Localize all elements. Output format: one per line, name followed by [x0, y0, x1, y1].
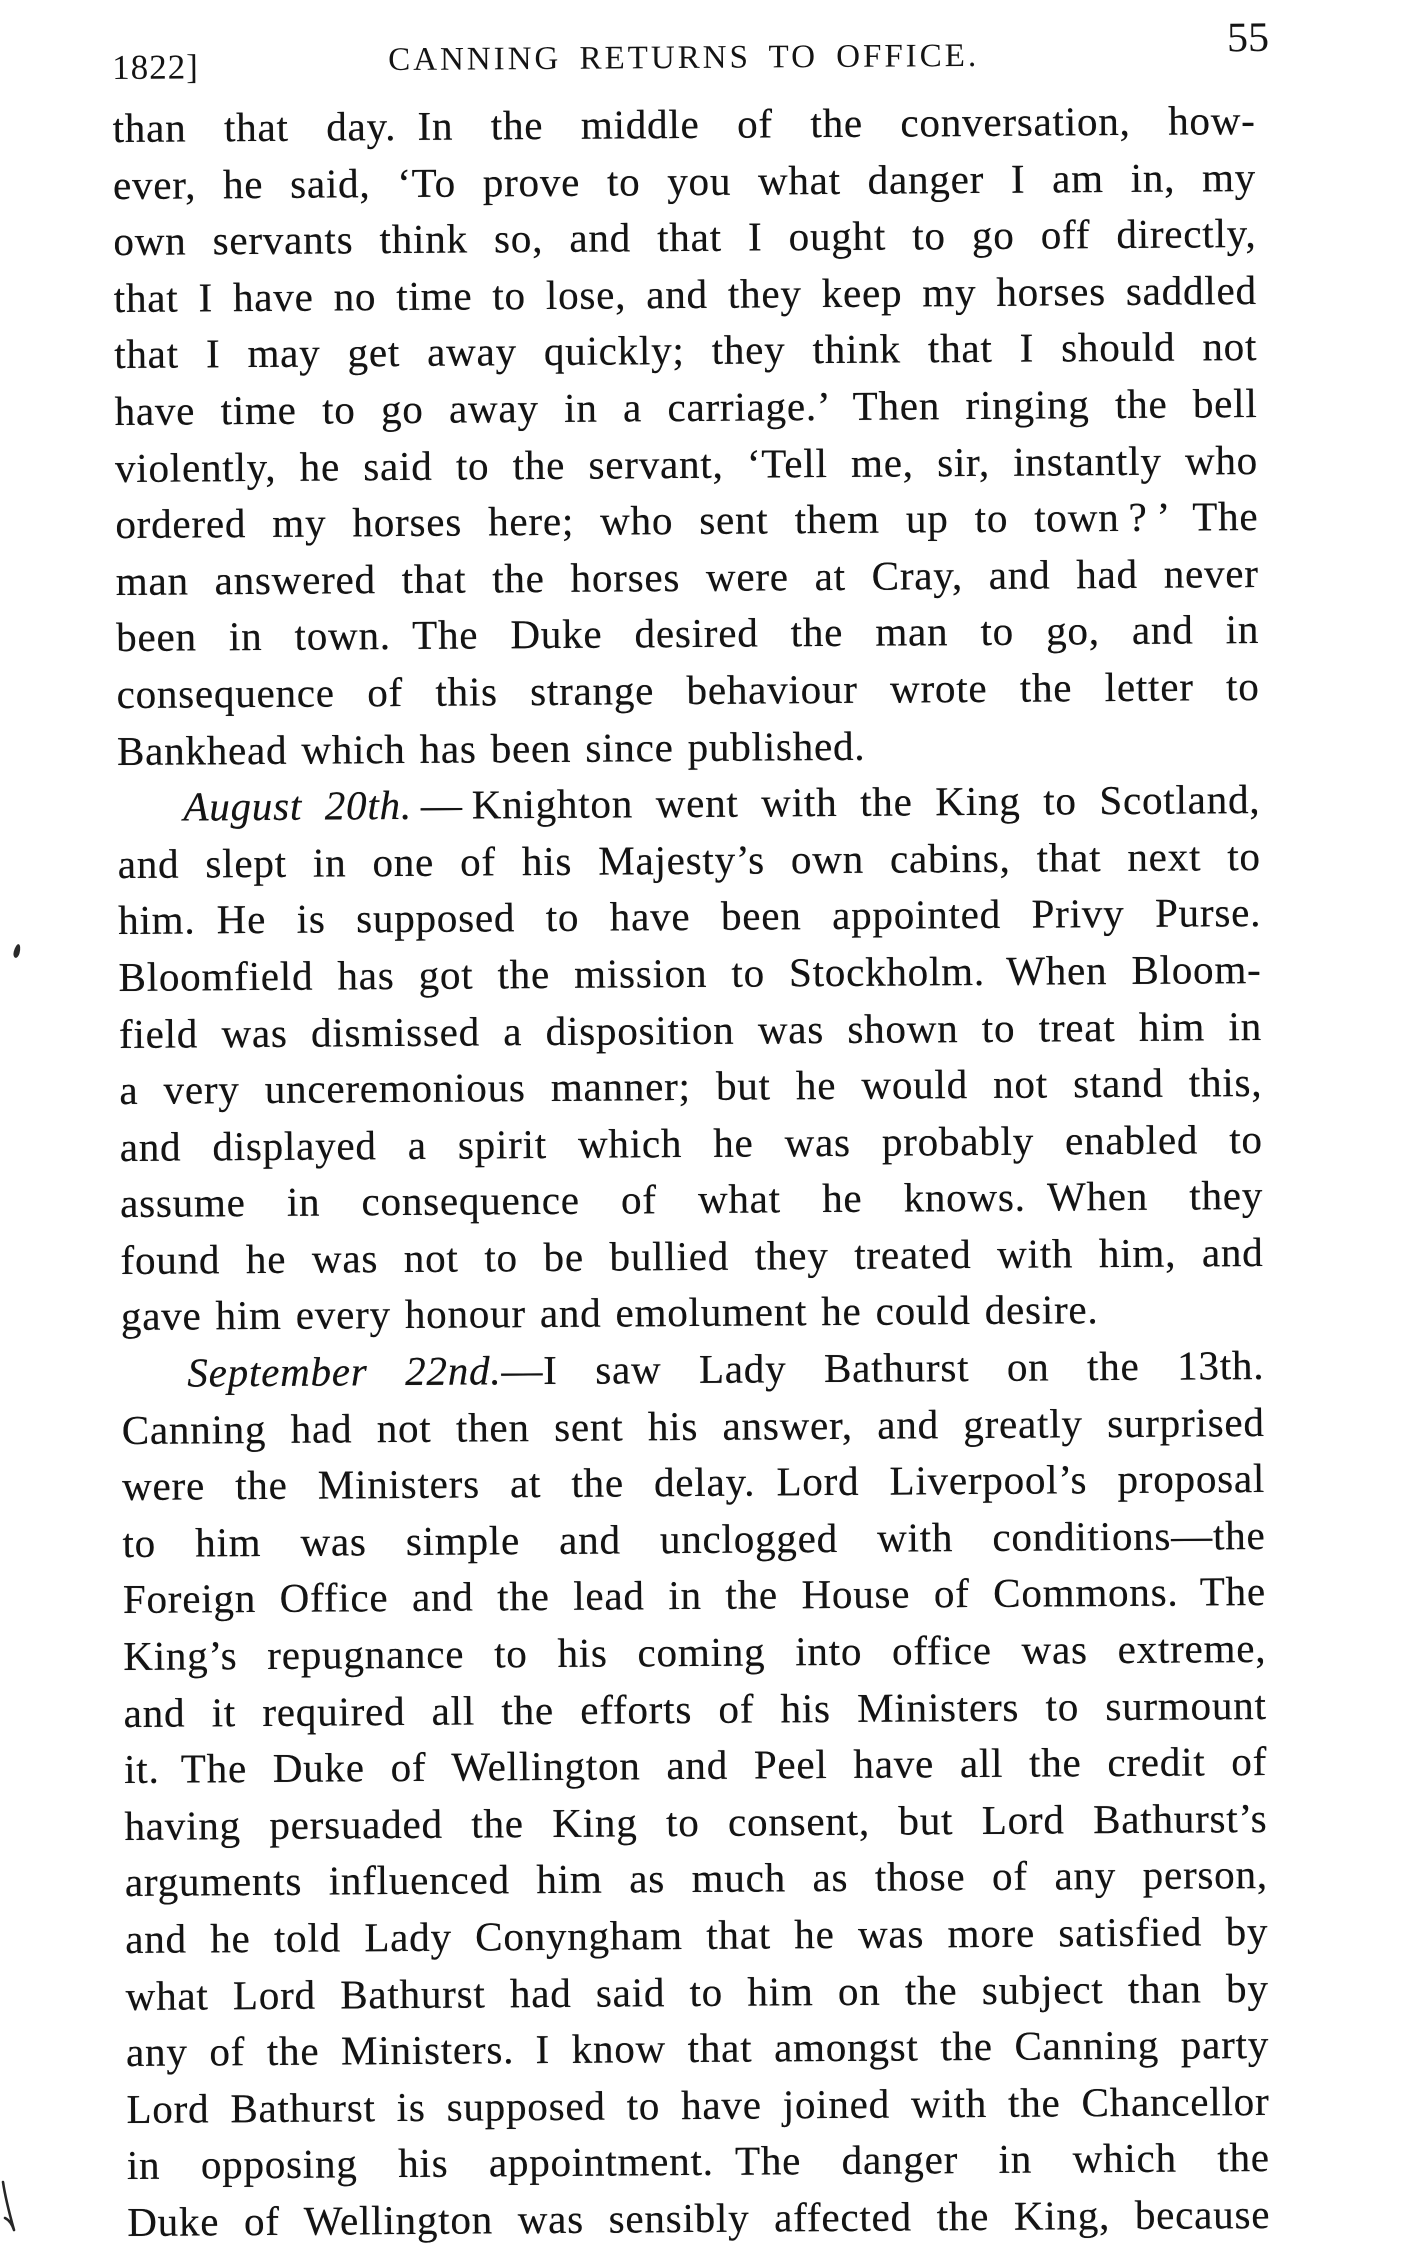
paragraph — [112, 92, 1260, 779]
bottom-left-pen-stroke — [0, 2178, 18, 2238]
page-body — [112, 92, 1270, 2245]
text-line: and slept in one of his Majesty’s own cabins, that next to — [117, 832, 1261, 887]
text-line: violently, he said to the servant, ‘Tell me, sir, instantly who — [114, 436, 1259, 491]
paragraph — [117, 771, 1264, 1345]
text-line: assume in consequence of what he knows. When they — [119, 1172, 1264, 1227]
text-line: to him was simple and unclogged with conditions—the — [122, 1511, 1266, 1566]
text-line: King’s repugnance to his coming into office was extreme, — [123, 1625, 1267, 1679]
text-line: Bankhead which has been since published. — [116, 722, 866, 774]
text-line: Lord Bathurst is supposed to have joined with the Chancellor — [126, 2077, 1270, 2132]
text-line: September 22nd.—I saw Lady Bathurst on the 13th. — [187, 1342, 1265, 1396]
text-line: that I may get away quickly; they think that I should not — [114, 323, 1258, 378]
running-title: CANNING RETURNS TO OFFICE. — [388, 37, 980, 79]
text-line: and displayed a spirit which he was probably enabled to — [119, 1115, 1263, 1170]
text-line: it. The Duke of Wellington and Peel have all the credit of — [123, 1738, 1268, 1793]
text-line: any of the Ministers. I know that amongst the Canning party — [125, 2021, 1270, 2076]
text-line: Canning had not then sent his answer, and greatly surprised — [121, 1398, 1265, 1453]
text-line: arguments influenced him as much as those of any person, — [124, 1851, 1269, 1906]
text-line: and it required all the efforts of his Ministers to surmount — [123, 1681, 1267, 1736]
text-line: been in town. The Duke desired the man to go, and in — [116, 606, 1260, 661]
text-line: having persuaded the King to consent, but Lord Bathurst’s — [124, 1794, 1268, 1849]
page-number: 55 — [1226, 14, 1270, 62]
margin-ink-speck — [12, 943, 21, 958]
text-line: own servants think so, and that I ought to go off directly, — [113, 210, 1257, 265]
paragraph — [121, 1337, 1270, 2245]
text-line: that I have no time to lose, and they keep my horses saddled — [113, 266, 1257, 321]
text-line: than that day. In the middle of the conversation, how- — [112, 97, 1256, 151]
text-line: ordered my horses here; who sent them up to town ? ’ The — [115, 493, 1259, 548]
page-content — [112, 14, 1271, 2245]
text-line: in opposing his appointment. The danger in which the — [126, 2134, 1270, 2189]
text-line: field was dismissed a disposition was shown to treat him in — [118, 1002, 1263, 1057]
folio-year: 1822] — [112, 47, 200, 87]
text-line: Foreign Office and the lead in the House of Commons. The — [122, 1568, 1267, 1623]
text-line: and he told Lady Conyngham that he was more satisfied by — [125, 1907, 1269, 1962]
text-line: consequence of this strange behaviour wrote the letter to — [116, 662, 1260, 717]
text-line: gave him every honour and emolument he could desire. — [120, 1286, 1099, 1340]
date-emphasis: September 22nd. — [187, 1347, 502, 1396]
text-line: found he was not to be bullied they treated with him, and — [120, 1228, 1264, 1283]
date-emphasis: August 20th. — [183, 782, 413, 830]
text-line: man answered that the horses were at Cray, and had never — [115, 549, 1259, 604]
text-line: were the Ministers at the delay. Lord Liverpool’s proposal — [121, 1455, 1266, 1510]
text-line: have time to go away in a carriage.’ Then ringing the bell — [114, 379, 1258, 434]
text-line: Bloomfield has got the mission to Stockholm. When Bloom- — [118, 945, 1262, 1000]
text-line: ever, he said, ‘To prove to you what danger I am in, my — [112, 153, 1257, 208]
text-line: a very unceremonious manner; but he would not stand this, — [119, 1059, 1263, 1114]
text-line: him. He is supposed to have been appointed Privy Purse. — [118, 889, 1262, 944]
text-line: what Lord Bathurst had said to him on the subject than by — [125, 1964, 1269, 2019]
text-line: August 20th. — Knighton went with the King to Scotland, — [183, 776, 1261, 830]
text-line: Duke of Wellington was sensibly affected the King, because — [127, 2190, 1271, 2245]
page-header — [112, 14, 1270, 90]
